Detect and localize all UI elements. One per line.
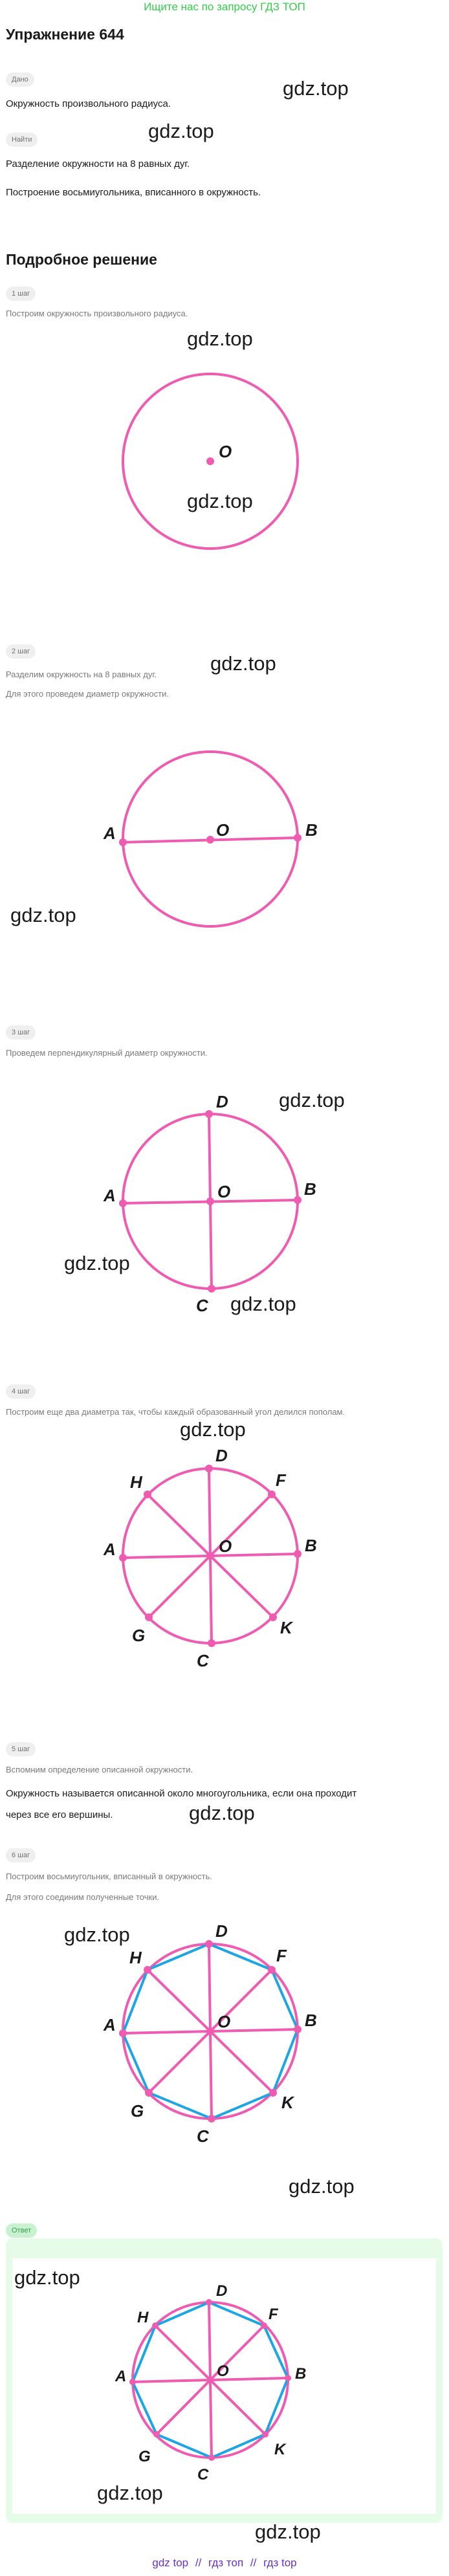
svg-text:K: K bbox=[281, 2093, 294, 2112]
svg-text:D: D bbox=[216, 1092, 228, 1111]
step-6-text-1: Построим восьмиугольник, вписанный в окружность. bbox=[6, 1872, 212, 1881]
step-5-body-2: через все его вершины. bbox=[6, 1809, 113, 1820]
svg-text:B: B bbox=[305, 2011, 317, 2030]
svg-text:A: A bbox=[115, 2368, 127, 2385]
svg-text:H: H bbox=[130, 1472, 142, 1492]
circle-figure-1 bbox=[123, 374, 298, 549]
step-6-tag: 6 шаг bbox=[6, 1848, 36, 1862]
svg-text:B: B bbox=[305, 820, 318, 840]
step-2-tag: 2 шаг bbox=[6, 644, 36, 659]
footer-link-3[interactable]: гдз top bbox=[263, 2557, 297, 2569]
watermark: gdz.top bbox=[14, 2266, 80, 2289]
step-4-text: Построим еще два диаметра так, чтобы каждый образованный угол делился пополам. bbox=[6, 1407, 345, 1417]
page-title: Упражнение 644 bbox=[6, 26, 124, 43]
watermark: gdz.top bbox=[230, 1293, 296, 1315]
watermark: gdz.top bbox=[187, 327, 253, 350]
svg-text:D: D bbox=[216, 2282, 228, 2300]
given-tag: Дано bbox=[6, 72, 34, 87]
find-text-2: Построение восьмиугольника, вписанного в окружность. bbox=[6, 187, 261, 198]
solution-title: Подробное решение bbox=[6, 251, 157, 268]
svg-text:F: F bbox=[268, 2306, 278, 2323]
step-1-tag: 1 шаг bbox=[6, 287, 36, 301]
find-tag: Найти bbox=[6, 133, 38, 147]
svg-text:H: H bbox=[137, 2309, 149, 2326]
circle-figure-4 bbox=[103, 1446, 317, 1670]
svg-text:A: A bbox=[104, 824, 116, 843]
watermark: gdz.top bbox=[64, 1923, 130, 1946]
answer-tag: Ответ bbox=[6, 2223, 37, 2238]
svg-text:F: F bbox=[276, 1470, 286, 1490]
given-text: Окружность произвольного радиуса. bbox=[6, 98, 171, 109]
watermark: gdz.top bbox=[180, 1418, 246, 1441]
svg-text:C: C bbox=[196, 1296, 208, 1315]
svg-text:O: O bbox=[216, 820, 230, 840]
svg-text:A: A bbox=[104, 1186, 116, 1205]
svg-text:O: O bbox=[217, 2012, 231, 2031]
octagon-figure-answer bbox=[115, 2282, 306, 2483]
watermark: gdz.top bbox=[255, 2520, 321, 2543]
svg-text:A: A bbox=[104, 2015, 116, 2035]
footer-separator: // bbox=[250, 2557, 257, 2569]
svg-text:C: C bbox=[197, 1651, 209, 1670]
svg-text:B: B bbox=[295, 2365, 307, 2383]
svg-text:G: G bbox=[138, 2448, 151, 2465]
footer-links bbox=[0, 2557, 449, 2570]
watermark: gdz.top bbox=[97, 2482, 163, 2504]
watermark: gdz.top bbox=[10, 904, 76, 926]
svg-text:B: B bbox=[305, 1536, 317, 1555]
footer-link-2[interactable]: гдз топ bbox=[208, 2557, 244, 2569]
svg-text:G: G bbox=[131, 2101, 144, 2121]
svg-text:G: G bbox=[132, 1626, 146, 1645]
watermark: gdz.top bbox=[64, 1252, 130, 1274]
circle-figure-2 bbox=[103, 752, 318, 926]
step-4-tag: 4 шаг bbox=[6, 1384, 36, 1399]
label-O: O bbox=[219, 442, 232, 461]
step-1-text: Построим окружность произвольного радиуса. bbox=[6, 309, 188, 318]
step-5-tag: 5 шаг bbox=[6, 1742, 36, 1756]
watermark: gdz.top bbox=[210, 652, 276, 675]
watermark: gdz.top bbox=[187, 490, 253, 512]
svg-text:F: F bbox=[276, 1946, 287, 1965]
watermark: gdz.top bbox=[279, 1089, 345, 1111]
octagon-figure-6 bbox=[103, 1921, 317, 2146]
svg-text:O: O bbox=[217, 1182, 231, 1201]
watermark: gdz.top bbox=[289, 2175, 355, 2198]
svg-text:A: A bbox=[104, 1540, 116, 1559]
svg-text:D: D bbox=[215, 1446, 228, 1465]
svg-text:B: B bbox=[304, 1179, 316, 1199]
watermark: gdz.top bbox=[189, 1802, 255, 1824]
svg-text:K: K bbox=[274, 2441, 286, 2458]
step-2-text-2: Для этого проведем диаметр окружности. bbox=[6, 689, 169, 699]
svg-text:C: C bbox=[197, 2126, 209, 2146]
circle-figure-3 bbox=[103, 1092, 316, 1315]
svg-text:K: K bbox=[280, 1618, 292, 1637]
svg-text:O: O bbox=[217, 2363, 229, 2380]
footer-link-1[interactable]: gdz top bbox=[152, 2557, 189, 2569]
find-text-1: Разделение окружности на 8 равных дуг. bbox=[6, 158, 190, 169]
watermark: gdz.top bbox=[283, 77, 349, 100]
promo-banner[interactable]: Ищите нас по запросу ГДЗ ТОП bbox=[144, 1, 305, 13]
svg-text:O: O bbox=[219, 1536, 232, 1556]
step-5-text: Вспомним определение описанной окружности. bbox=[6, 1765, 193, 1774]
step-6-text-2: Для этого соединим полученные точки. bbox=[6, 1892, 160, 1902]
svg-text:D: D bbox=[215, 1921, 228, 1941]
step-2-text-1: Разделим окружность на 8 равных дуг. bbox=[6, 670, 157, 679]
svg-text:C: C bbox=[197, 2466, 209, 2483]
step-3-text: Проведем перпендикулярный диаметр окружности. bbox=[6, 1048, 208, 1058]
footer-separator: // bbox=[195, 2557, 202, 2569]
watermark: gdz.top bbox=[148, 120, 214, 142]
svg-text:H: H bbox=[129, 1948, 142, 1967]
step-5-body-1: Окружность называется описанной около многоугольника, если она проходит bbox=[6, 1788, 357, 1799]
step-3-tag: 3 шаг bbox=[6, 1025, 36, 1040]
